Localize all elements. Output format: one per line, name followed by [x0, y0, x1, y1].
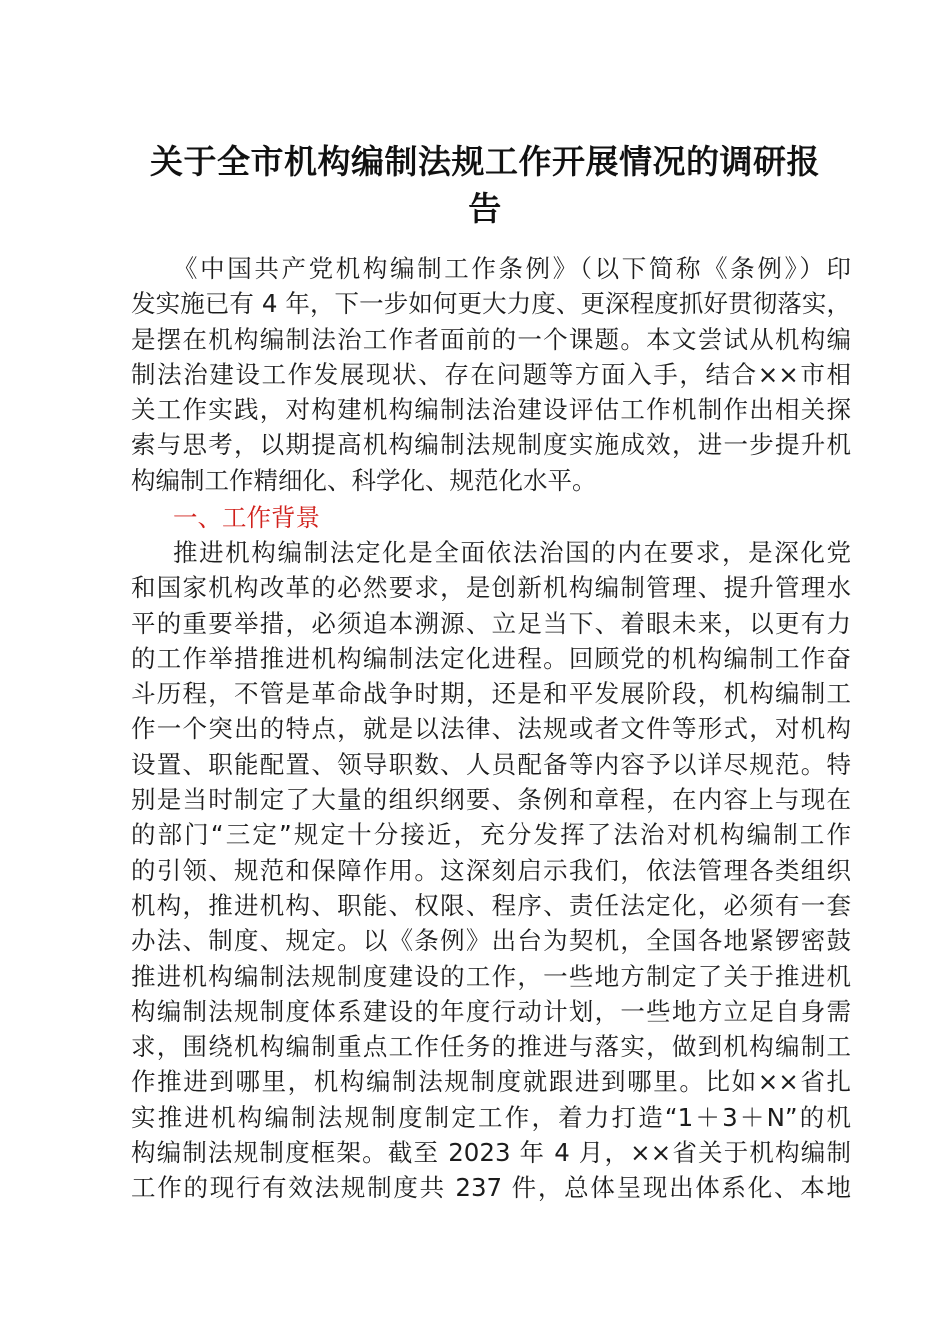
text-line: 的引领、规范和保障作用。这深刻启示我们，依法管理各类组织 — [131, 855, 851, 885]
text-line: 平的重要举措，必须追本溯源、立足当下、着眼未来，以更有力 — [131, 608, 851, 638]
section-heading: 一、工作背景 — [173, 503, 320, 532]
text-line: 《中国共产党机构编制工作条例》（以下简称《条例》）印 — [173, 254, 851, 283]
text-line: 索与思考，以期提高机构编制法规制度实施成效，进一步提升机 — [131, 430, 851, 460]
text-line: 求，围绕机构编制重点工作任务的推进与落实，做到机构编制工 — [131, 1032, 851, 1062]
intro-paragraph — [131, 251, 851, 498]
text-line: 的工作举措推进机构编制法定化进程。回顾党的机构编制工作奋 — [131, 643, 851, 673]
text-line: 办法、制度、规定。以《条例》出台为契机，全国各地紧锣密鼓 — [131, 926, 851, 956]
text-line: 作推进到哪里，机构编制法规制度就跟进到哪里。比如××省扎 — [131, 1067, 851, 1097]
text-line: 发实施已有 4 年，下一步如何更大力度、更深程度抓好贯彻落实， — [131, 289, 851, 319]
text-line: 工作的现行有效法规制度共 237 件，总体呈现出体系化、本地 — [131, 1173, 851, 1203]
title-line: 告 — [468, 189, 502, 228]
text-line: 构编制法规制度体系建设的年度行动计划，一些地方立足自身需 — [131, 996, 851, 1026]
text-line: 推进机构编制法定化是全面依法治国的内在要求，是深化党 — [173, 538, 851, 567]
text-line: 构编制法规制度框架。截至 2023 年 4 月，××省关于机构编制 — [131, 1138, 851, 1168]
text-line: 关工作实践，对构建机构编制法治建设评估工作机制作出相关探 — [131, 395, 851, 425]
text-line: 设置、职能配置、领导职数、人员配备等内容予以详尽规范。特 — [131, 749, 851, 779]
text-line: 斗历程，不管是革命战争时期，还是和平发展阶段，机构编制工 — [131, 679, 851, 709]
text-line: 别是当时制定了大量的组织纲要、条例和章程，在内容上与现在 — [131, 785, 851, 815]
title-line: 关于全市机构编制法规工作开展情况的调研报 — [150, 142, 820, 181]
text-line: 作一个突出的特点，就是以法律、法规或者文件等形式，对机构 — [131, 714, 851, 744]
text-line: 是摆在机构编制法治工作者面前的一个课题。本文尝试从机构编 — [131, 324, 851, 354]
text-line: 构编制工作精细化、科学化、规范化水平。 — [131, 465, 597, 495]
text-line: 机构，推进机构、职能、权限、程序、责任法定化，必须有一套 — [131, 890, 851, 920]
background-paragraph — [131, 535, 851, 1206]
text-line: 实推进机构编制法规制度制定工作，着力打造“1＋3＋N”的机 — [131, 1102, 851, 1132]
text-line: 的部门“三定”规定十分接近，充分发挥了法治对机构编制工作 — [131, 820, 851, 850]
document-title — [120, 138, 850, 232]
text-line: 推进机构编制法规制度建设的工作，一些地方制定了关于推进机 — [131, 961, 851, 991]
text-line: 和国家机构改革的必然要求，是创新机构编制管理、提升管理水 — [131, 573, 851, 603]
text-line: 制法治建设工作发展现状、存在问题等方面入手，结合××市相 — [131, 359, 851, 389]
